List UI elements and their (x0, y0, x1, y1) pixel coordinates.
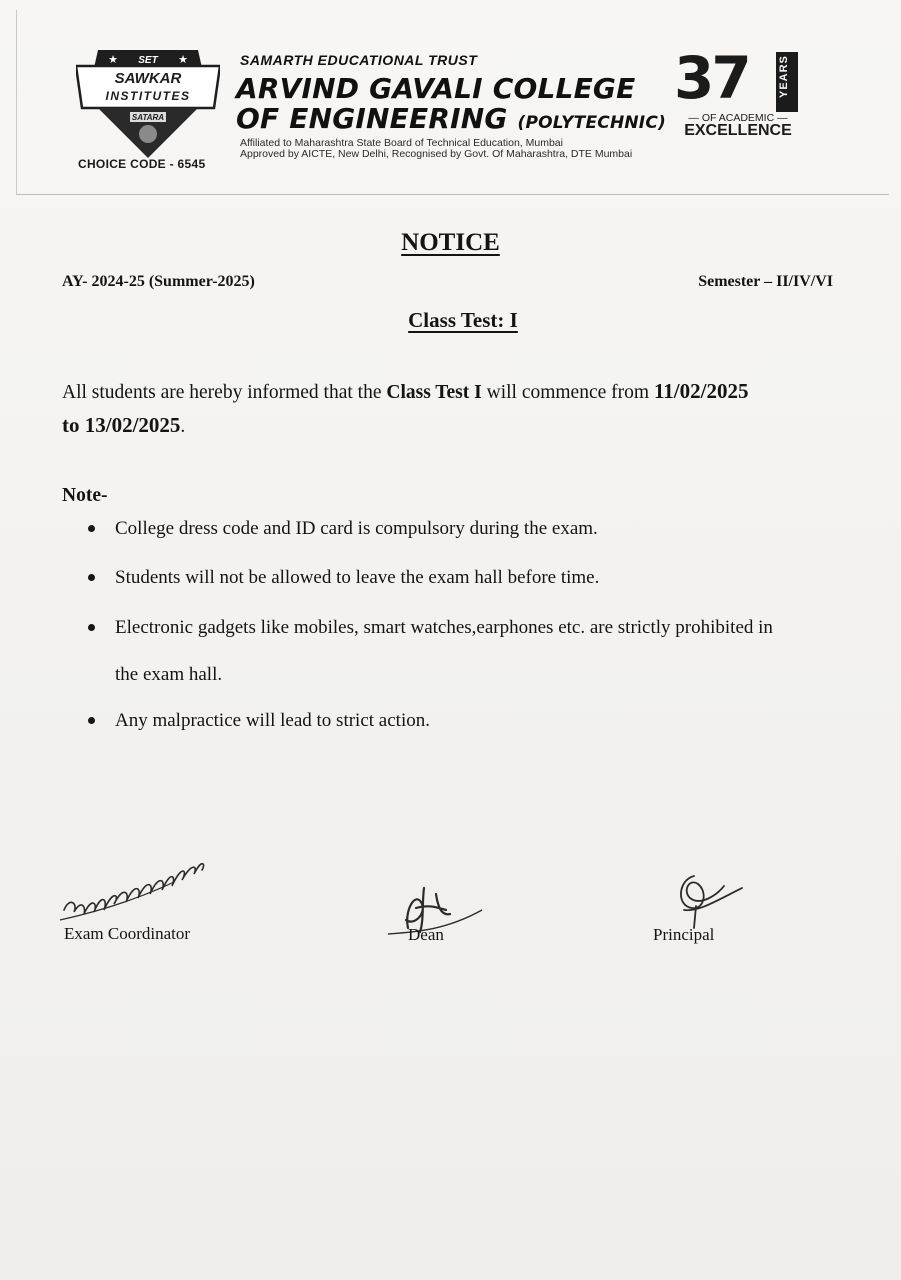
intro-bold: Class Test I (386, 382, 482, 403)
logo-name-line1: SAWKAR (114, 70, 182, 87)
intro-paragraph (62, 375, 852, 443)
date-to: to 13/02/2025 (62, 413, 181, 437)
note-text: Any malpractice will lead to strict action. (115, 710, 430, 731)
institute-logo (76, 42, 220, 162)
trust-name: SAMARTH EDUCATIONAL TRUST (240, 52, 478, 68)
intro-text-1: All students are hereby informed that the (62, 382, 387, 403)
college-name-line2-text: OF ENGINEERING (236, 102, 508, 135)
affiliation-line2: Approved by AICTE, New Delhi, Recognised by Govt. Of Maharashtra, DTE Mumbai (240, 148, 633, 160)
note-text-continued: the exam hall. (115, 664, 223, 685)
logo-top-text: SET (138, 55, 158, 66)
coordinator-signature (56, 838, 216, 924)
intro-end: . (180, 416, 186, 437)
svg-text:★: ★ (178, 53, 188, 66)
bullet-icon (88, 574, 95, 581)
intro-text-2: will commence from (481, 382, 654, 403)
logo-name-line2: INSTITUTES (105, 89, 191, 103)
dean-label: Dean (408, 925, 444, 944)
anniversary-excellence: EXCELLENCE (684, 122, 792, 139)
note-text: College dress code and ID card is compulsory during the exam. (115, 518, 598, 539)
class-test-subject: Class Test: I (408, 308, 518, 332)
note-label: Note- (62, 485, 108, 506)
list-item (86, 563, 856, 593)
coordinator-label: Exam Coordinator (64, 924, 191, 943)
choice-code: CHOICE CODE - 6545 (78, 157, 206, 171)
bullet-icon (88, 717, 95, 724)
svg-text:★: ★ (108, 53, 118, 66)
affiliation-line1: Affiliated to Maharashtra State Board of Technical Education, Mumbai (240, 137, 563, 149)
principal-label: Principal (653, 925, 715, 944)
academic-year: AY- 2024-25 (Summer-2025) (62, 273, 255, 290)
list-item (86, 706, 856, 736)
semester: Semester – II/IV/VI (698, 273, 833, 290)
college-suffix: (POLYTECHNIC) (517, 113, 666, 133)
anniversary-of-academic: — OF ACADEMIC — (688, 112, 788, 124)
bullet-icon (88, 624, 95, 631)
bullet-icon (88, 525, 95, 532)
note-text: Students will not be allowed to leave the exam hall before time. (115, 567, 600, 588)
college-name-line1: ARVIND GAVALI COLLEGE (236, 72, 636, 105)
college-name-line2 (236, 102, 666, 135)
notice-title: NOTICE (401, 229, 500, 256)
notes-list (86, 514, 856, 755)
list-item (86, 604, 856, 698)
anniversary-years: YEARS (778, 55, 790, 98)
logo-city: SATARA (131, 113, 165, 122)
affiliation (240, 138, 632, 160)
list-item (86, 514, 856, 544)
note-text: Electronic gadgets like mobiles, smart watches,earphones etc. are strictly prohibited in (115, 617, 773, 638)
date-from: 11/02/2025 (653, 379, 749, 403)
anniversary-number: 37 (674, 44, 749, 112)
anniversary-badge (672, 44, 802, 152)
